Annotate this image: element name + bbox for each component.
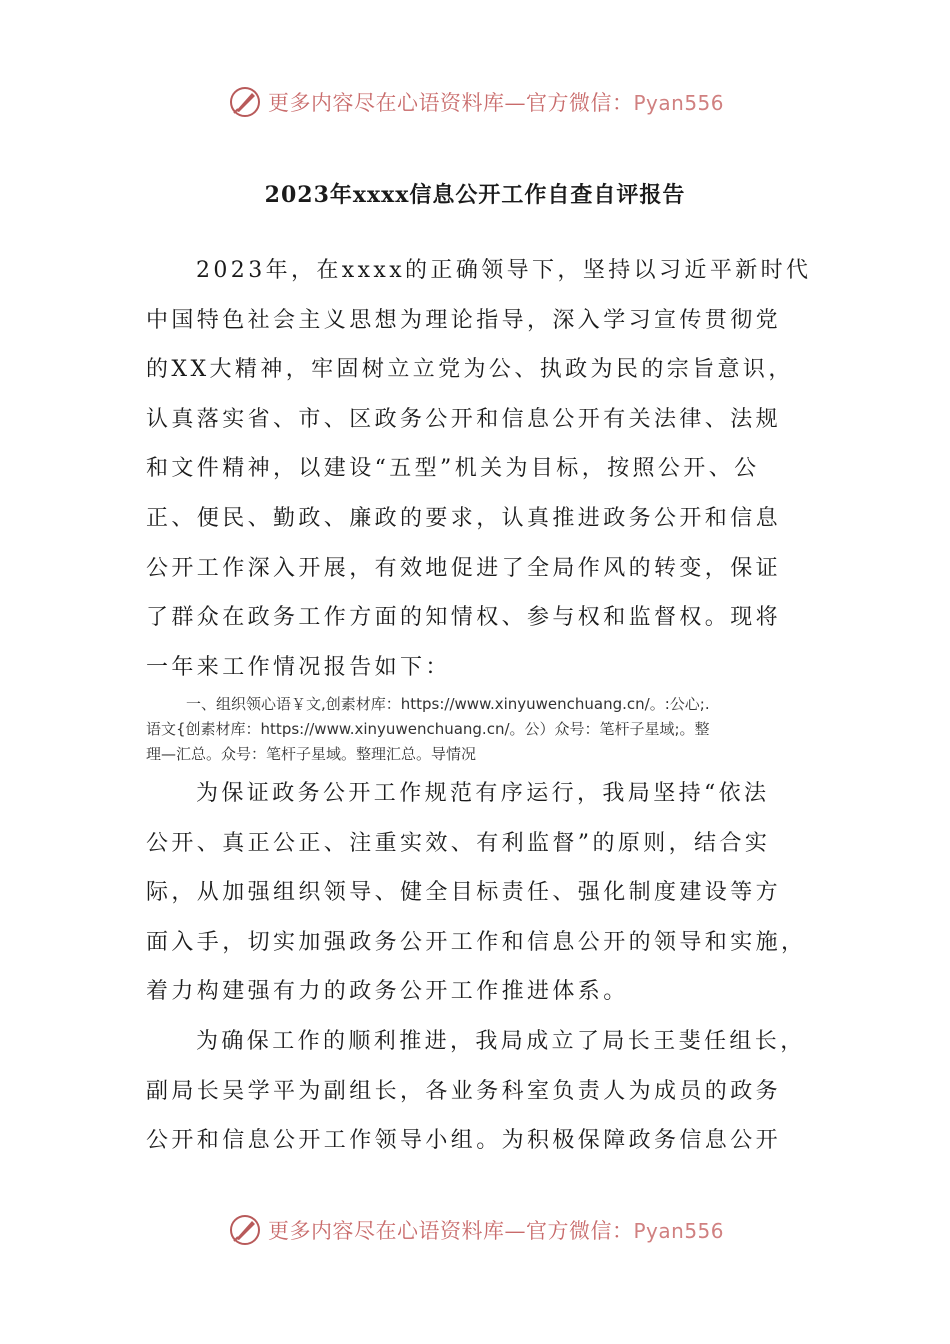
footer-banner-text: 更多内容尽在心语资料库—官方微信：Pyan556 <box>268 1219 725 1243</box>
section-heading-1 <box>146 692 816 767</box>
paragraph-line: 2023年，在xxxx的正确领导下，坚持以习近平新时代 <box>196 258 812 283</box>
paragraph-line: 面入手，切实加强政务公开工作和信息公开的领导和实施， <box>146 929 807 955</box>
header-banner-text: 更多内容尽在心语资料库—官方微信：Pyan556 <box>268 91 725 115</box>
paragraph-line: 的XX大精神，牢固树立立党为公、执政为民的宗旨意识， <box>146 357 794 383</box>
document-title: 2023年xxxx信息公开工作自查自评报告 <box>264 182 686 208</box>
paragraph-line: 和文件精神，以建设“五型”机关为目标，按照公开、公 <box>146 456 760 482</box>
paragraph-line: 正、便民、勤政、廉政的要求，认真推进政务公开和信息 <box>146 505 782 531</box>
paragraph-line: 为保证政务公开工作规范有序运行，我局坚持“依法 <box>196 781 770 806</box>
section-heading-line: 语文{创素材库：https://www.xinyuwenchuang.cn/。公）众号：笔杆子星域;。整 <box>146 720 710 738</box>
section-heading-line: 理—汇总。众号：笔杆子星域。整理汇总。导情况 <box>146 745 477 763</box>
header-banner <box>228 84 728 120</box>
paragraph-line: 为确保工作的顺利推进，我局成立了局长王斐任组长， <box>196 1029 806 1054</box>
section-heading-line: 一、组织领心语￥文,创素材库：https://www.xinyuwenchuang.cn/。:公心;. <box>186 695 710 713</box>
paragraph-line: 认真落实省、市、区政务公开和信息公开有关法律、法规 <box>146 406 782 432</box>
paragraph-line: 中国特色社会主义思想为理论指导，深入学习宣传贯彻党 <box>146 307 782 333</box>
paragraph-2 <box>146 769 806 1017</box>
quill-logo-icon <box>228 1213 262 1247</box>
paragraph-line: 公开和信息公开工作领导小组。为积极保障政务信息公开 <box>146 1128 782 1154</box>
paragraph-line: 公开工作深入开展，有效地促进了全局作风的转变，保证 <box>146 555 782 581</box>
footer-banner <box>228 1212 728 1248</box>
quill-logo-icon <box>228 85 262 119</box>
paragraph-line: 副局长吴学平为副组长，各业务科室负责人为成员的政务 <box>146 1078 782 1104</box>
paragraph-3 <box>146 1017 806 1166</box>
paragraph-line: 际，从加强组织领导、健全目标责任、强化制度建设等方 <box>146 880 782 906</box>
header-wechat-id: Pyan556 <box>633 91 725 115</box>
paragraph-line: 着力构建强有力的政务公开工作推进体系。 <box>146 979 629 1005</box>
paragraph-line: 公开、真正公正、注重实效、有利监督”的原则，结合实 <box>146 830 771 856</box>
paragraph-line: 一年来工作情况报告如下： <box>146 654 451 680</box>
footer-wechat-id: Pyan556 <box>633 1219 725 1243</box>
paragraph-1 <box>146 246 812 692</box>
paragraph-line: 了群众在政务工作方面的知情权、参与权和监督权。现将 <box>146 605 782 631</box>
